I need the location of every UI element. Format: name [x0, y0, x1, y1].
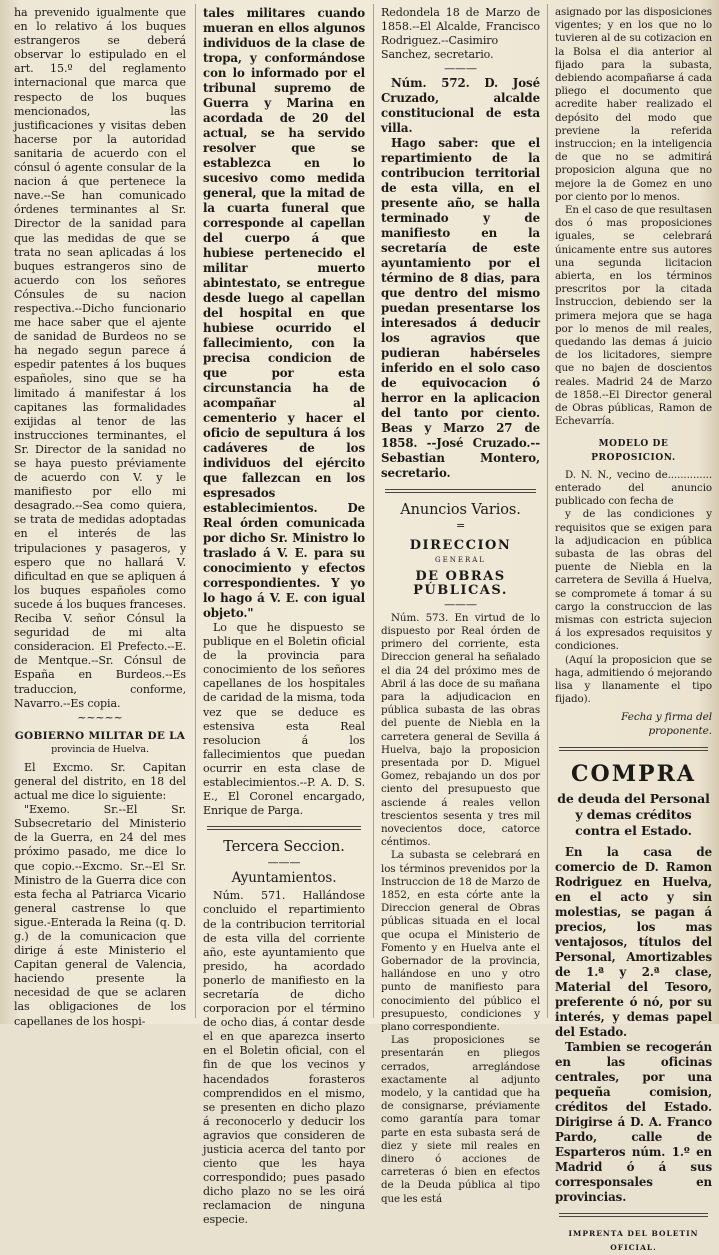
article-text: y de las condiciones y requisitos que se exigen para la adjudicacion en pública subasta de las obras del puente de Niebla en la carretera de Sevilla á Huelva, se compromete á tomar á su cargo la construccion de las mismas con estricta sujecion á los expresados requisitos y condiciones.	[555, 508, 712, 653]
article-text: El Excmo. Sr. Capitan general del distrito, en 18 del actual me dice lo siguiente:	[14, 760, 186, 803]
separator	[207, 826, 361, 830]
article-text: asignado por las disposiciones vigentes; y en los que no lo tuvieren al de su cotizacion en la Bolsa el dia anterior al fijado para la subasta, debiendo acompañarse á cada pliego el documento que acredite haber realizado el depósito del modo que previene la referida instruccion; en la inteligencia de que no se admitirá proposicion alguna que no mejore la de Gomez en uno por ciento por lo menos.	[555, 6, 712, 203]
separator: ———	[444, 62, 477, 76]
article-text: En la casa de comercio de D. Ramon Rodriguez en Huelva, en el acto y sin molestias, se pagan á precios, los mas ventajosos, títulos del Personal, Amortizables de 1.ª y 2.ª clase, Material del Tesoro, preferente ó nó, por su interés, y demas papel del Estado.	[555, 844, 712, 1039]
compra-heading: COMPRA	[571, 760, 696, 787]
separator: ~~~~~	[77, 710, 123, 724]
article-text: (Aquí la proposicion que se haga, admitiendo ó mejorando lisa y llanamente el tipo fijado).	[555, 653, 712, 706]
article-text: tales militares cuando mueran en ellos algunos individuos de la clase de tropa, y conformándose con lo informado por el tribunal supremo de Guerra y Marina en acordada de 20 del actual, se ha servido resolver que se establezca en lo sucesivo como medida general, que la mitad de la cuarta funeral que corresponde al capellan del cuerpo á que hubiese pertenecido el militar muerto abintestato, se entregue desde luego al capellan del hospital en que hubiese ocurrido el fallecimiento, con la precisa condicion de que por esta circunstancia ha de acompañar al cementerio y hacer el oficio de sepultura á los cadáveres de los individuos del ejército que fallezcan en los espresados establecimientos. De Real órden comunicada por dicho Sr. Ministro lo traslado á V. E. para su conocimiento y efectos correspondientes. Y yo lo hago á V. E. con igual objeto."	[203, 6, 365, 620]
obras-heading: DE OBRAS PÚBLICAS.	[413, 568, 508, 598]
column-divider	[373, 4, 374, 1018]
column-divider	[195, 4, 196, 1018]
column-1	[14, 6, 186, 1028]
signature-line: Fecha y firma del proponente.	[621, 711, 712, 738]
direccion-heading: DIRECCION	[409, 538, 512, 554]
separator: ———	[267, 856, 301, 870]
article-text: "Exemo. Sr.--El Sr. Subsecretario del Ministerio de la Guerra, en 24 del mes próximo pasado, me dice lo que copio.--Excmo. Sr.--El Sr. Ministro de la Guerra dice con esta fecha al Patriarca Vicario general castrense lo que sigue.-Enterada la Reina (q. D. g.) de la comunicacion que dirige á este Ministerio el Capitan general de Valencia, haciendo presente la necesidad de que se aclaren las obligaciones de los capellanes de los hospi-	[14, 803, 186, 1028]
section-title: Anuncios Varios.	[400, 502, 521, 519]
article-text: En el caso de que resultasen dos ó mas proposiciones iguales, se celebrará únicamente entre sus autores una segunda licitacion abierta, en los términos prescritos por la citada Instruccion, debiendo ser la primera mejora que se haga por lo menos de mil reales, quedando las demas á juicio de los licitadores, siempre que no bajen de doscientos reales. Madrid 24 de Marzo de 1858.--El Director general de Obras públicas, Ramon de Echevarría.	[555, 204, 713, 428]
article-text: Hago saber: que el repartimiento de la contribucion territorial de esta villa, en el presente año, se halla terminado y de manifiesto en la secretaría de este ayuntamiento por el término de 8 dias, para que dentro del mismo puedan presentarse los interesados á deducir los agravios que pudieran habérseles inferido en el solo caso de equivocacion ó herror en la aplicacion del tanto por ciento. Beas y Marzo 27 de 1858. --José Cruzado.--Sebastian Montero, secretario.	[381, 136, 540, 481]
article-text: Núm. 571. Hallándose concluido el repartimiento de la contribucion territorial de esta villa del corriente año, este ayuntamiento que presido, ha acordado ponerlo de manifiesto en la secretaría de dicho corporacion por el término de ocho dias, á contar desde el en que aparezca inserto en el Boletin oficial, con el fin de que los vecinos y hacendados forasteros comprendidos en el mismo, se presenten en dicho plazo á reconocerlo y deducir los agravios que consideren de justicia acerca del tanto por ciento que les haya correspondido; pues pasado dicho plazo no se les oirá reclamacion de ninguna especie.	[203, 889, 365, 1227]
article-text: Redondela 18 de Marzo de 1858.--El Alcalde, Francisco Rodriguez.--Casimiro Sanchez, secretario.	[381, 6, 540, 62]
section-subtitle: provincia de Huelva.	[51, 743, 149, 755]
article-text: La subasta se celebrará en los términos prevenidos por la Instruccion de 18 de Marzo de 1852, en esta córte ante la Direccion general de Obras públicas situada en el local que ocupa el Ministerio de Fomento y en Huelva ante el Gobernador de la provincia, hallándose en uno y otro punto de manifiesto para conocimiento del público el presupuesto, condiciones y plano correspondiente.	[381, 849, 540, 1034]
separator: =	[455, 519, 466, 533]
separator: ———	[444, 597, 477, 611]
article-text: Tambien se recogerán en las oficinas centrales, por una pequeña comision, créditos del Estado. Dirigirse á D. A. Franco Pardo, calle de Esparteros núm. 1.º en Madrid ó á sus corresponsales en provincias.	[555, 1039, 712, 1204]
separator	[385, 489, 536, 493]
article-text: Lo que he dispuesto se publique en el Boletin oficial de la provincia para conocimiento de los señores capellanes de los hospitales de caridad de la misma, toda vez que se deduce es estensiva esta Real resolucion á los fallecimientos que puedan ocurrir en esta clase de establecimientos.--P. A. D. S. E., El Coronel encargado, Enrique de Parga.	[203, 621, 365, 818]
section-title: GOBIERNO MILITAR DE LA	[14, 729, 186, 742]
imprenta-footer: IMPRENTA DEL BOLETIN OFICIAL.	[568, 1228, 699, 1252]
section-subtitle: Ayuntamientos.	[231, 870, 337, 887]
article-text: ha prevenido igualmente que en lo relativo á los buques estrangeros se deberá observar lo estipulado en el art. 15.º del reglamento internacional que marca que respecto de los buques mencionados, las justificaciones y visitas deben hacerse por la autoridad sanitaria de acuerdo con el cónsul ó agente consular de la nacion á que pertenece la nave.--Se han comunicado órdenes terminantes al Sr. Director de la sanidad para que las medidas de que se trata no sean aplicadas á los buques estrangeros sino de acuerdo con los señores Cónsules de su nacion respectiva.--Dicho funcionario me hace saber que el ajente de sanidad de Burdeos no se ha negado segun parece á espedir patentes á los buques españoles, sino que se ha limitado á manifestar á los capitanes las formalidades exijidas al tenor de las instrucciones terminantes, el Sr. Director de la sanidad no se haya puesto préviamente de acuerdo con V. y le manifiesto por ello mi desagrado.--Sea como quiera, se trata de medidas adoptadas en el interés de las tripulaciones y pasageros, y espero que no hallará V. dificultad en que se apliquen á los buques españoles como sucede á los buques franceses. Reciba V. señor Cónsul la seguridad de mi alta consideracion. El Prefecto.--E. de Mentque.--Sr. Cónsul de España en Burdeos.--Es traduccion, conforme, Navarro.--Es copia.	[14, 6, 186, 710]
notice-heading: Núm. 572. D. José Cruzado, alcalde constitucional de esta villa.	[381, 76, 540, 136]
general-heading: GENERAL	[435, 556, 486, 565]
article-text: Núm. 573. En virtud de lo dispuesto por Real órden de primero del corriente, esta Direccion general ha señalado el dia 24 del próximo mes de Abril á las doce de su mañana para la adjudicacion en pública subasta de las obras del puente de Niebla en la carretera general de Sevilla á Huelva, bajo la proposicion presentada por D. Miguel Gomez, rebajando un dos por ciento del presupuesto que asciende á reales vellon trescientos sesenta y tres mil novecientos doce, catorce céntimos.	[381, 611, 540, 849]
column-3	[381, 6, 540, 1205]
separator	[559, 747, 708, 751]
modelo-heading: MODELO DE PROPOSICION.	[591, 438, 676, 463]
compra-subtitle: de deuda del Personal y demas créditos contra el Estado.	[557, 790, 710, 838]
article-text: Las proposiciones se presentarán en pliegos cerrados, arreglándose exactamente al adjunto modelo, y la cantidad que ha de consignarse, préviamente como garantía para tomar parte en esta subasta será de diez y siete mil reales en dinero ó acciones de carreteras ó bien en efectos de la Deuda pública al tipo que les está	[381, 1034, 540, 1205]
column-4	[555, 6, 713, 1252]
column-divider	[547, 4, 548, 1018]
section-title: Tercera Seccion.	[223, 839, 345, 856]
article-text: D. N. N., vecino de.............. enterado del anuncio publicado con fecha de	[555, 468, 712, 508]
column-2	[203, 6, 365, 1227]
separator	[559, 1213, 708, 1217]
